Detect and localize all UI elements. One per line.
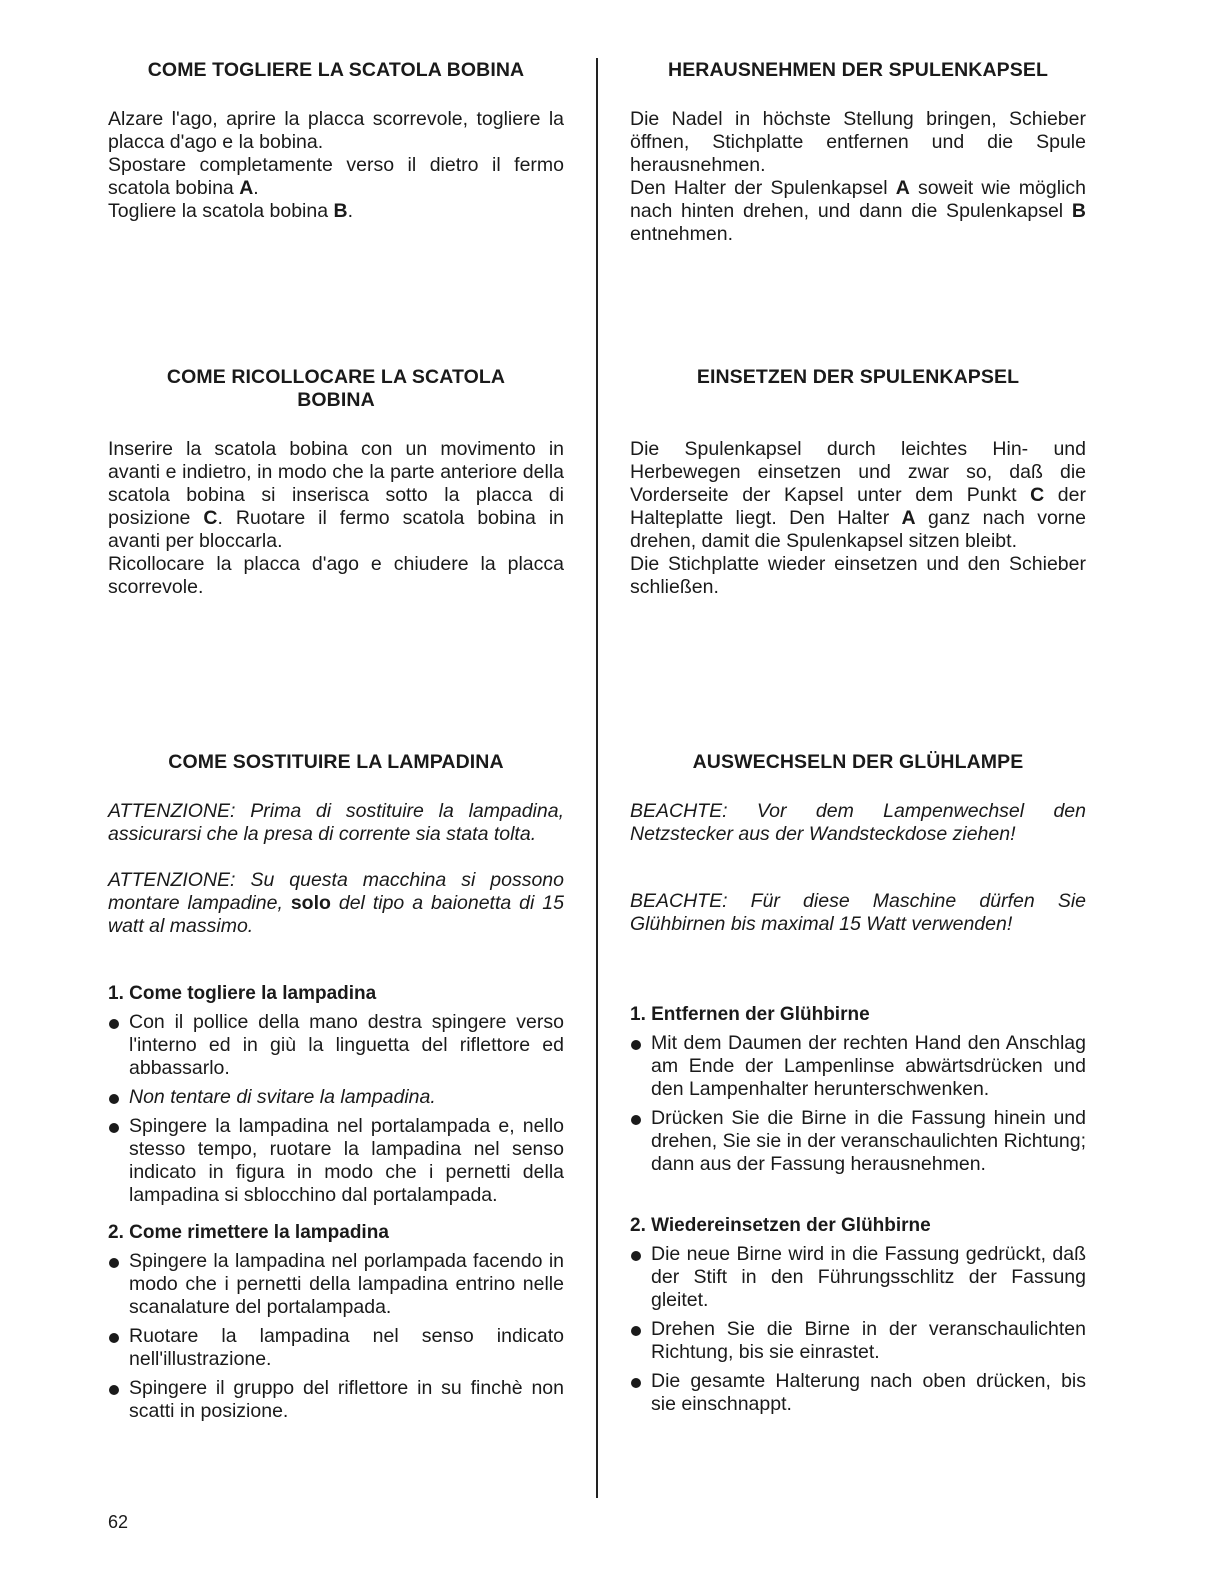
bullet-list [630,1032,1086,1176]
section-title: AUSWECHSELN DER GLÜHLAMPE [692,751,1024,773]
warning-text: ATTENZIONE: Su questa macchina si possono montare lampadine, solo del tipo a baionetta di 15 watt al massimo. [108,869,564,937]
bullet-list [630,1243,1086,1416]
list-item: Spingere la lampadina nel portalampada e, nello stesso tempo, ruotare la lampadina nel senso indicato in figura in modo che i pernetti della lampadina si sblocchino dal portalampada. [108,1115,564,1207]
list-item: Spingere il gruppo del riflettore in su finchè non scatti in posizione. [108,1377,564,1423]
section-title: HERAUSNEHMEN DER SPULENKAPSEL [668,59,1048,81]
paragraph: Ricollocare la placca d'ago e chiudere la placca scorrevole. [108,553,564,598]
column-divider [596,58,598,1498]
warning-text: ATTENZIONE: Prima di sostituire la lampadina, assicurarsi che la presa di corrente sia stata tolta. [108,800,564,845]
list-item: Drehen Sie die Birne in der veranschaulichten Richtung, bis sie einrastet. [630,1318,1086,1364]
section-title: COME RICOLLOCARE LA SCATOLA BOBINA [166,366,506,411]
list-item: Die neue Birne wird in die Fassung gedrückt, daß der Stift in den Führungsschlitz der Fassung gleitet. [630,1243,1086,1312]
bullet-list [108,1011,564,1207]
paragraph: Die Spulenkapsel durch leichtes Hin- und Herbewegen einsetzen und zwar so, daß die Vorderseite der Kapsel unter dem Punkt C der Halteplatte liegt. Den Halter A ganz nach vorne drehen, damit die Spulenkapsel sitzen bleibt. [630,438,1086,552]
paragraph: Den Halter der Spulenkapsel A soweit wie möglich nach hinten drehen, und dann die Spulenkapsel B entnehmen. [630,177,1086,245]
paragraph: Spostare completamente verso il dietro il fermo scatola bobina A. [108,154,564,199]
section-replace-bobbin-case-it [108,366,564,599]
section-remove-bobbin-case-de [630,59,1086,246]
list-item: Drücken Sie die Birne in die Fassung hinein und drehen, Sie sie in der veranschaulichten Richtung; dann aus der Fassung herausnehmen. [630,1107,1086,1176]
warning-text: BEACHTE: Für diese Maschine dürfen Sie Glühbirnen bis maximal 15 Watt verwenden! [630,890,1086,935]
paragraph: Die Nadel in höchste Stellung bringen, Schieber öffnen, Stichplatte entfernen und die Spule herausnehmen. [630,108,1086,176]
list-item: Non tentare di svitare la lampadina. [108,1086,564,1109]
list-item: Ruotare la lampadina nel senso indicato nell'illustrazione. [108,1325,564,1371]
step-title: 2. Wiedereinsetzen der Glühbirne [630,1215,931,1236]
page-number: 62 [108,1512,129,1532]
step-title: 2. Come rimettere la lampadina [108,1222,389,1243]
bullet-list [108,1250,564,1423]
paragraph: Togliere la scatola bobina B. [108,200,353,222]
section-replace-lamp-de [630,751,1086,1422]
section-title: EINSETZEN DER SPULENKAPSEL [696,366,1020,388]
section-title: COME SOSTITUIRE LA LAMPADINA [168,751,504,773]
step-title: 1. Entfernen der Glühbirne [630,1004,870,1025]
list-item: Con il pollice della mano destra spingere verso l'interno ed in giù la linguetta del riflettore ed abbassarlo. [108,1011,564,1080]
warning-text: BEACHTE: Vor dem Lampenwechsel den Netzstecker aus der Wandsteckdose ziehen! [630,800,1086,845]
section-insert-bobbin-case-de [630,366,1086,599]
list-item: Die gesamte Halterung nach oben drücken, bis sie einschnappt. [630,1370,1086,1416]
step-title: 1. Come togliere la lampadina [108,983,377,1004]
section-remove-bobbin-case-it [108,59,564,223]
paragraph: Die Stichplatte wieder einsetzen und den Schieber schließen. [630,553,1086,598]
paragraph: Inserire la scatola bobina con un movimento in avanti e indietro, in modo che la parte anteriore della scatola bobina si inserisca sotto la placca di posizione C. Ruotare il fermo scatola bobina in avanti per bloccarla. [108,438,565,552]
list-item: Mit dem Daumen der rechten Hand den Anschlag am Ende der Lampenlinse abwärtsdrücken und den Lampenhalter herunterschwenken. [630,1032,1086,1101]
list-item: Spingere la lampadina nel porlampada facendo in modo che i pernetti della lampadina entrino nelle scanalature del portalampada. [108,1250,564,1319]
paragraph: Alzare l'ago, aprire la placca scorrevole, togliere la placca d'ago e la bobina. [108,108,564,153]
section-replace-lamp-it [108,751,564,1429]
section-title: COME TOGLIERE LA SCATOLA BOBINA [147,59,525,81]
